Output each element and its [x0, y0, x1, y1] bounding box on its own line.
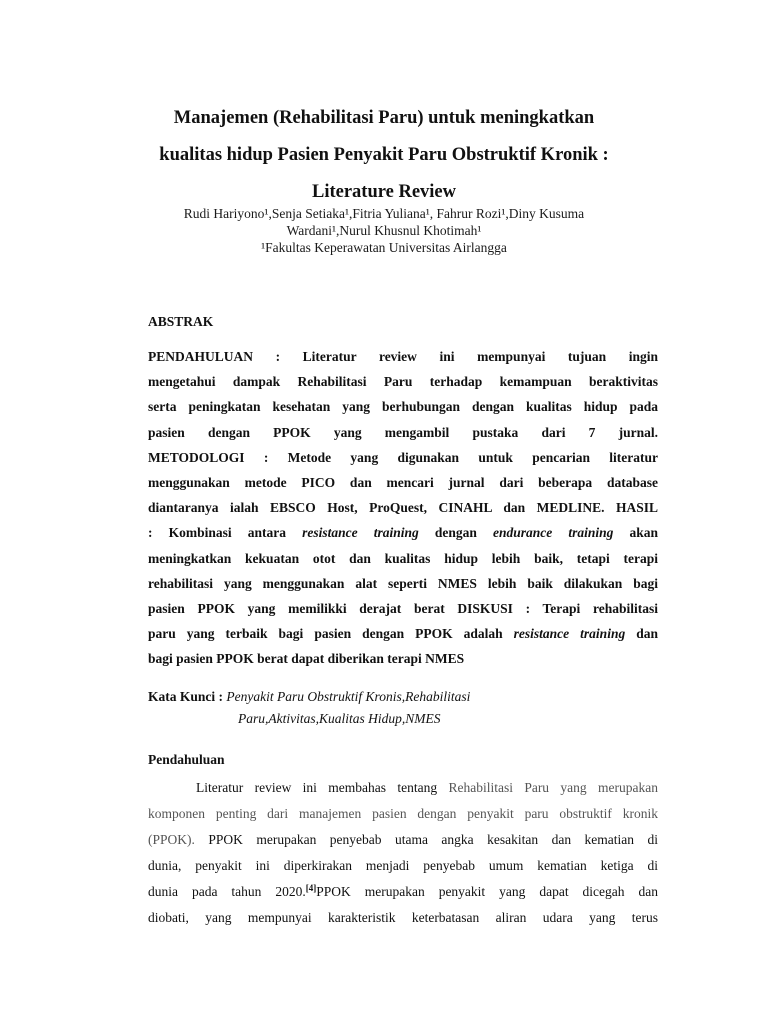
abstract-heading: ABSTRAK [148, 314, 214, 329]
citation-ref: [4] [305, 883, 317, 893]
abstract-text: akan [629, 525, 659, 540]
intro-line [148, 879, 658, 905]
title-line: Manajemen (Rehabilitasi Paru) untuk meningkatkan [173, 108, 595, 128]
authors-line: Wardani¹,Nurul Khusnul Khotimah¹ [286, 223, 482, 238]
intro-line [148, 775, 658, 801]
authors-block [100, 205, 668, 256]
keywords-label: Kata Kunci : [148, 689, 224, 704]
intro-text: Literatur review ini membahas tentang [196, 780, 438, 795]
abstract-emphasis: resistance training [513, 626, 626, 641]
keywords-text: Penyakit Paru Obstruktif Kronis,Rehabilitasi [226, 689, 471, 704]
abstract-line: bagi pasien PPOK berat dapat diberikan terapi NMES [148, 651, 465, 666]
abstract-emphasis: endurance training [492, 525, 614, 540]
intro-text: PPOK merupakan penyakit yang dapat dicegah dan [316, 884, 658, 899]
title-line: Literature Review [311, 182, 456, 202]
intro-line [148, 827, 658, 853]
intro-line: diobati, yang mempunyai karakteristik keterbatasan aliran udara yang terus [148, 910, 658, 925]
abstract-line: rehabilitasi yang menggunakan alat seperti NMES lebih baik dilakukan bagi [148, 576, 658, 591]
intro-text: dunia pada tahun 2020. [148, 884, 306, 899]
keywords-row [148, 708, 668, 730]
keywords-row [148, 686, 668, 708]
abstract-line: pasien PPOK yang memilikki derajat berat DISKUSI : Terapi rehabilitasi [148, 601, 658, 616]
abstract-line: PENDAHULUAN : Literatur review ini mempunyai tujuan ingin [148, 349, 658, 364]
abstract-line [148, 624, 658, 644]
title-line: kualitas hidup Pasien Penyakit Paru Obstruktif Kronik : [159, 145, 609, 165]
keywords-block [148, 686, 668, 730]
abstract-text: dan [636, 626, 658, 641]
intro-line: dunia, penyakit ini diperkirakan menjadi penyebab umum kematian ketiga di [148, 858, 658, 873]
abstract-line: pasien dengan PPOK yang mengambil pustaka dari 7 jurnal. [148, 425, 658, 440]
abstract-emphasis: resistance training [302, 525, 419, 540]
affiliation: ¹Fakultas Keperawatan Universitas Airlangga [261, 240, 507, 255]
intro-text: Rehabilitasi Paru yang merupakan [448, 780, 658, 795]
intro-text: (PPOK). [148, 832, 195, 847]
intro-heading: Pendahuluan [148, 752, 225, 767]
abstract-text: paru yang terbaik bagi pasien dengan PPOK adalah [148, 626, 503, 641]
intro-text: PPOK merupakan penyebab utama angka kesakitan dan kematian di [208, 832, 658, 847]
abstract-line: menggunakan metode PICO dan mencari jurnal dari beberapa database [148, 475, 658, 490]
abstract-line: mengetahui dampak Rehabilitasi Paru terhadap kemampuan beraktivitas [148, 374, 658, 389]
authors-line: Rudi Hariyono¹,Senja Setiaka¹,Fitria Yuliana¹, Fahrur Rozi¹,Diny Kusuma [183, 206, 585, 221]
intro-line: komponen penting dari manajemen pasien dengan penyakit paru obstruktif kronik [148, 806, 658, 821]
abstract-line: meningkatkan kekuatan otot dan kualitas hidup lebih baik, tetapi terapi [148, 551, 658, 566]
abstract-text: dengan [434, 525, 477, 540]
abstract-line: diantaranya ialah EBSCO Host, ProQuest, CINAHL dan MEDLINE. HASIL [148, 500, 658, 515]
keywords-text: Paru,Aktivitas,Kualitas Hidup,NMES [238, 711, 441, 726]
abstract-line [148, 523, 658, 543]
abstract-line: serta peningkatan kesehatan yang berhubungan dengan kualitas hidup pada [148, 399, 658, 414]
abstract-text: : Kombinasi antara [148, 525, 286, 540]
abstract-line: METODOLOGI : Metode yang digunakan untuk pencarian literatur [148, 450, 658, 465]
paper-title [100, 100, 668, 211]
